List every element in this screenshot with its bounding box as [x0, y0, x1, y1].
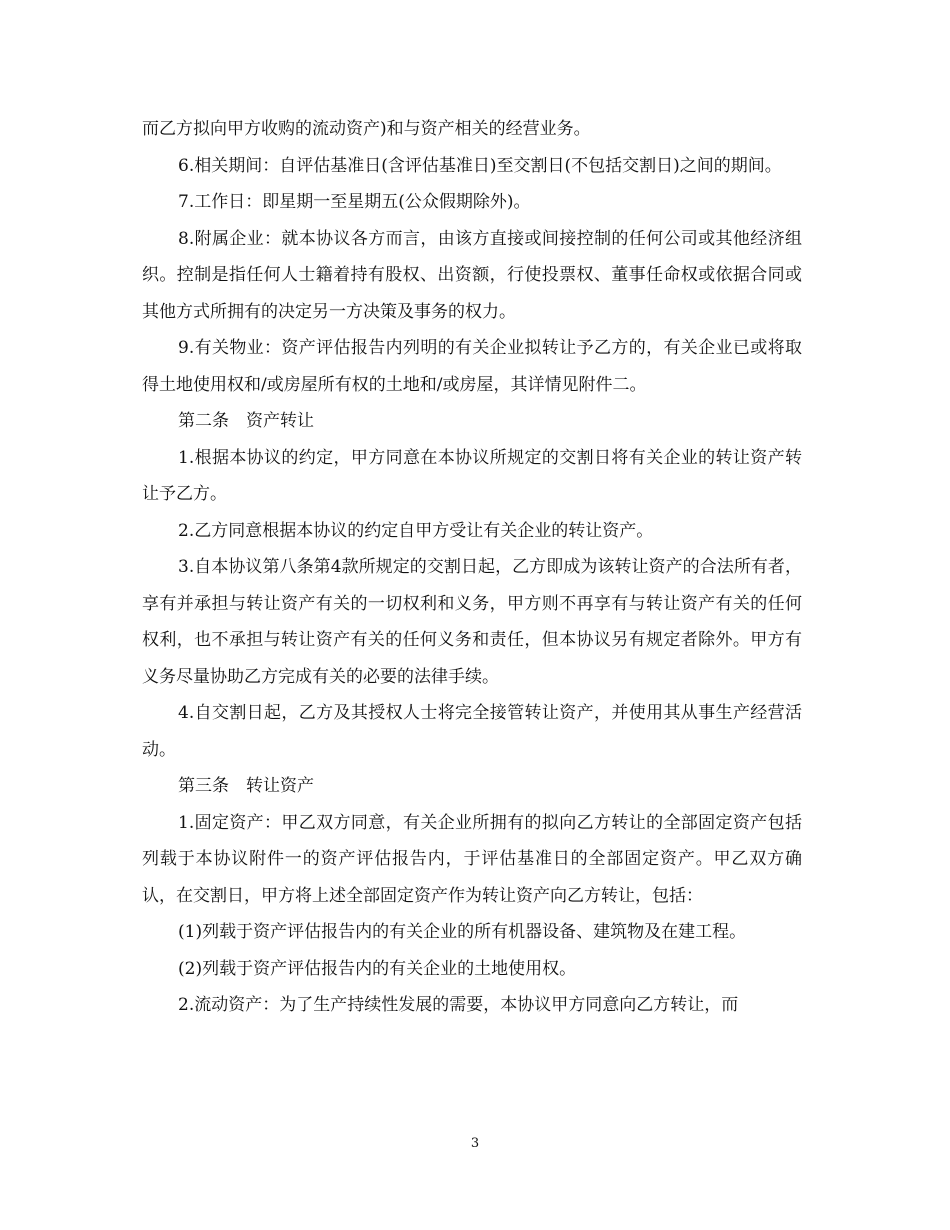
paragraph-3: 8.附属企业：就本协议各方而言，由该方直接或间接控制的任何公司或其他经济组织。控制是指任何人士籍着持有股权、出资额，行使投票权、董事任命权或依据合同或其他方式所拥有的决定另一方决策及事务的权力。 [142, 228, 802, 322]
paragraph-0: 而乙方拟向甲方收购的流动资产)和与资产相关的经营业务。 [142, 119, 591, 139]
list-item-2: (2)列载于资产评估报告内的有关企业的土地使用权。 [178, 958, 577, 979]
paragraph-14: 2.流动资产：为了生产持续性发展的需要，本协议甲方同意向乙方转让，而 [178, 995, 739, 1015]
paragraph-2: 7.工作日：即星期一至星期五(公众假期除外)。 [178, 192, 531, 212]
page-number: 3 [470, 1136, 480, 1151]
paragraph-11: 1.固定资产：甲乙双方同意，有关企业所拥有的拟向乙方转让的全部固定资产包括列载于本协议附件一的资产评估报告内，于评估基准日的全部固定资产。甲乙双方确认，在交割日，甲方将上述全部固定资产作为转让资产向乙方转让，包括： [142, 812, 802, 906]
paragraph-4: 9.有关物业：资产评估报告内列明的有关企业拟转让予乙方的，有关企业已或将取得土地使用权和/或房屋所有权的土地和/或房屋，其详情见附件二。 [142, 338, 802, 395]
paragraph-8: 3.自本协议第八条第4款所规定的交割日起，乙方即成为该转让资产的合法所有者，享有并承担与转让资产有关的一切权利和义务，甲方则不再享有与转让资产有关的任何权利，也不承担与转让资产有关的任何义务和责任，但本协议另有规定者除外。甲方有义务尽量协助乙方完成有关的必要的法律手续。 [142, 557, 802, 687]
document-body [142, 111, 802, 1024]
section-heading-article-3: 第三条 转让资产 [178, 776, 314, 796]
paragraph-6: 1.根据本协议的约定，甲方同意在本协议所规定的交割日将有关企业的转让资产转让予乙方。 [142, 447, 802, 504]
paragraph-1: 6.相关期间：自评估基准日(含评估基准日)至交割日(不包括交割日)之间的期间。 [178, 155, 782, 176]
list-item-1: (1)列载于资产评估报告内的有关企业的所有机器设备、建筑物及在建工程。 [178, 922, 747, 942]
paragraph-7: 2.乙方同意根据本协议的约定自甲方受让有关企业的转让资产。 [178, 520, 654, 541]
section-heading-article-2: 第二条 资产转让 [178, 411, 314, 431]
paragraph-9: 4.自交割日起，乙方及其授权人士将完全接管转让资产，并使用其从事生产经营活动。 [142, 703, 802, 760]
